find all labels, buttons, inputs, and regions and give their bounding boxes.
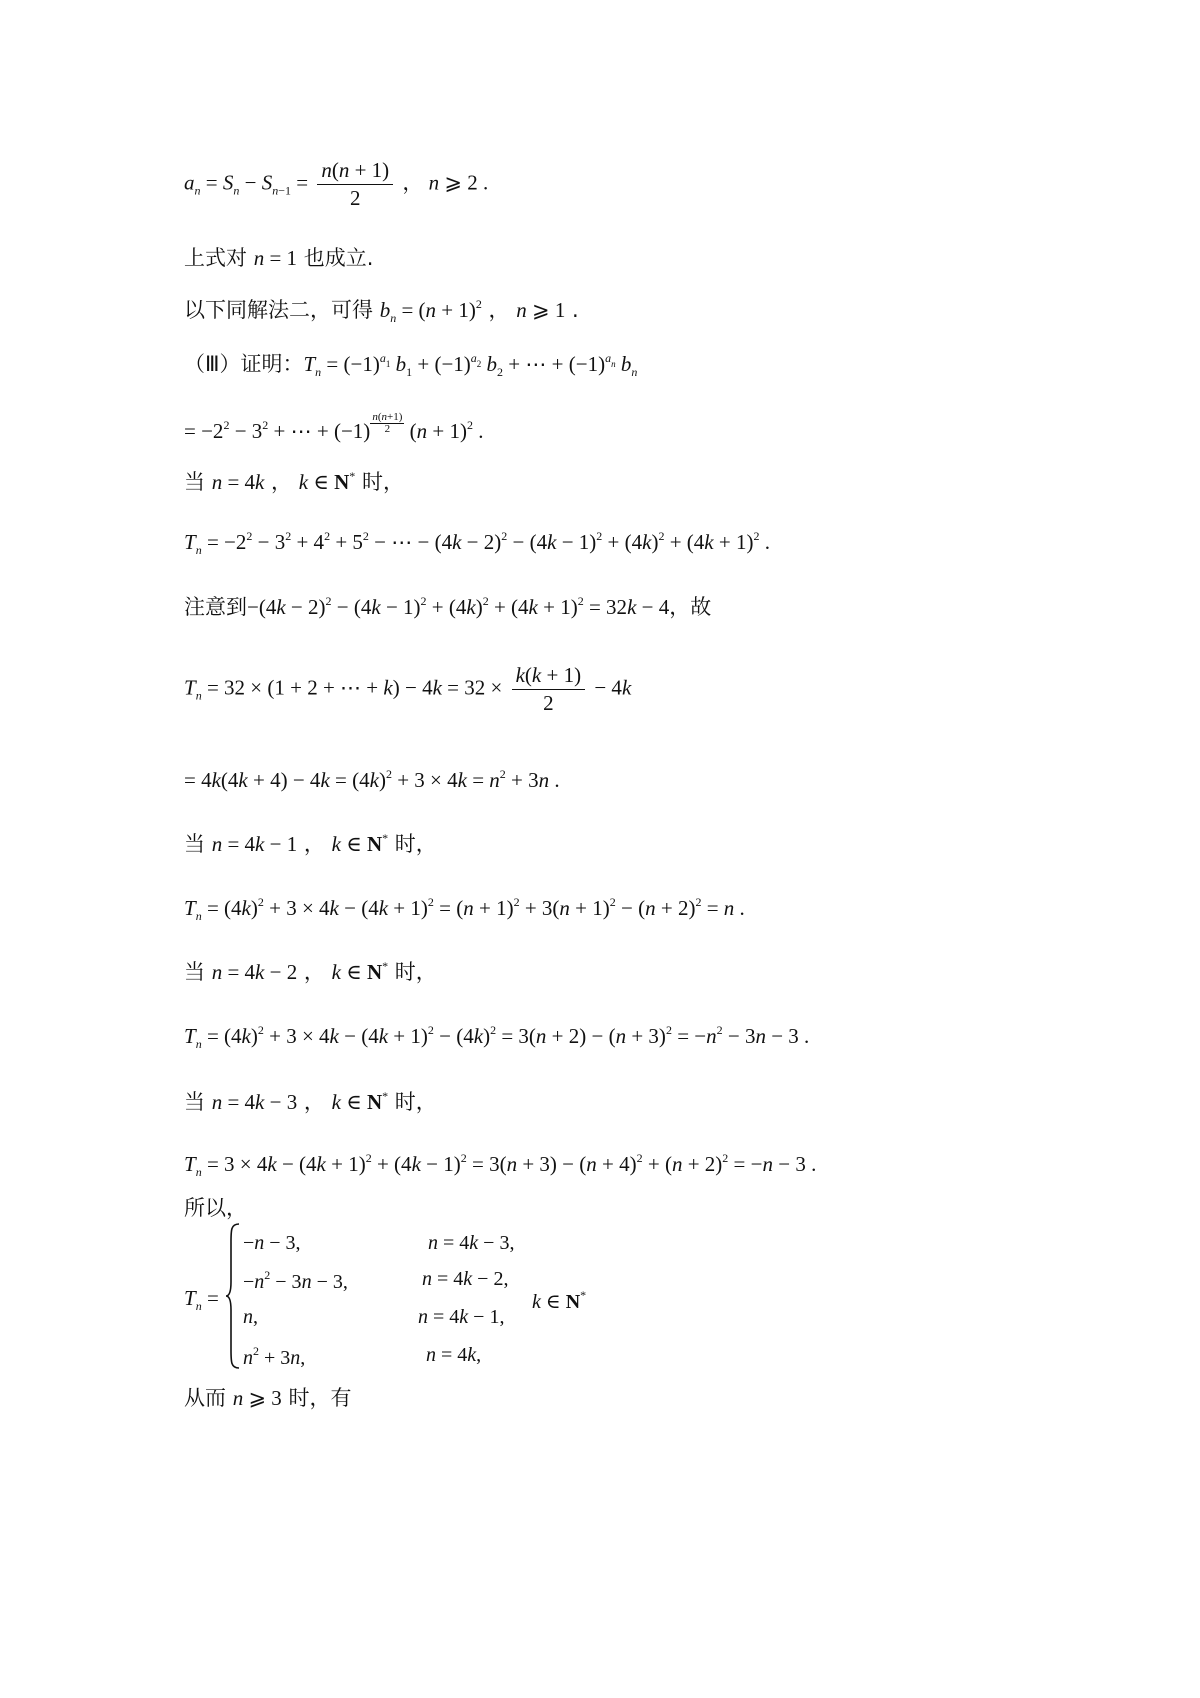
text-line: 以下同解法二，可得 $b_n = (n + 1)^2$ ， n ⩾ 1 . [184, 297, 579, 325]
text-line: 当 n = 4k − 3 ， k ∈ N* 时， [184, 1089, 437, 1114]
text-line: 当 n = 4k ， k ∈ N* 时， [184, 469, 404, 494]
formula-line: = $4k(4k + 4) - 4k = (4k)^2 + 3 \times 4k = n^2 + 3n$ . [184, 767, 560, 792]
case-domain: k ∈ N* [532, 1288, 587, 1313]
left-brace-icon [225, 1222, 241, 1370]
case-cond: n = 4k − 1, [418, 1306, 505, 1328]
case-cond: n = 4k − 2, [422, 1268, 509, 1290]
formula-line: $T_n = (4k)^2 + 3 \times 4k - (4k + 1)^2 - (4k)^2 = 3(n + 2) - (n + 3)^2 = -n^2 - 3n - 3$ . [184, 1023, 810, 1051]
case-expr: n, [243, 1306, 258, 1328]
formula-an: $a_n = S_n - S_{n-1}$ = $\frac{n(n + 1)}{2}$ ， n ⩾ 2 . [184, 158, 489, 210]
formula-line: $T_n = -2^2 - 3^2 + 4^2 + 5^2$ − ⋯ − $(4k - 2)^2 - (4k - 1)^2 + (4k)^2 + (4k + 1)^2$ . [184, 529, 770, 557]
text-line: 从而 n ⩾ 3 时，有 [184, 1386, 352, 1410]
formula-line: $T_n = 32 \times (1 + 2$ + ⋯ + k) − 4k = 32 × $\frac{k(k + 1)}{2}$ − 4k [184, 663, 632, 715]
case-expr: $-n^2 - 3n - 3$, [243, 1268, 348, 1293]
formula-line: = $-2^2 - 3^2$ + ⋯ + (−1) $^{\frac{n(n+1)}{2}}$ $(n + 1)^2$ . [184, 411, 484, 443]
case-cond: n = 4k, [426, 1344, 482, 1366]
text-line: 当 n = 4k − 2 ， k ∈ N* 时， [184, 959, 437, 984]
case-cond: n = 4k − 3, [428, 1232, 515, 1254]
case-expr: −n − 3, [243, 1232, 301, 1254]
case-expr: $n^2 + 3n$, [243, 1344, 306, 1369]
piecewise-lhs: $T_n$ = [184, 1286, 219, 1313]
text-line: （Ⅲ）证明：$T_n = (-1)^{a_1}$ $b_1 + (-1)^{a_2}$ $b_2$ + ⋯ + $(-1)^{a_n}$ $b_n$ [184, 351, 638, 379]
text-line: 上式对 n = 1 也成立. [184, 246, 374, 270]
text-line: 注意到$-(4k - 2)^2 - (4k - 1)^2 + (4k)^2 + (4k + 1)^2 = 32k - 4$，故 [184, 594, 712, 619]
formula-line: $T_n = (4k)^2 + 3 \times 4k - (4k + 1)^2 = (n + 1)^2 + 3(n + 1)^2 - (n + 2)^2 = n$ . [184, 895, 745, 923]
formula-line: $T_n = 3 \times 4k - (4k + 1)^2 + (4k - 1)^2 = 3(n + 3) - (n + 4)^2 + (n + 2)^2 = -n - 3$ . [184, 1151, 817, 1179]
text-line: 当 n = 4k − 1 ， k ∈ N* 时， [184, 831, 437, 856]
text-line: 所以， [184, 1196, 247, 1220]
